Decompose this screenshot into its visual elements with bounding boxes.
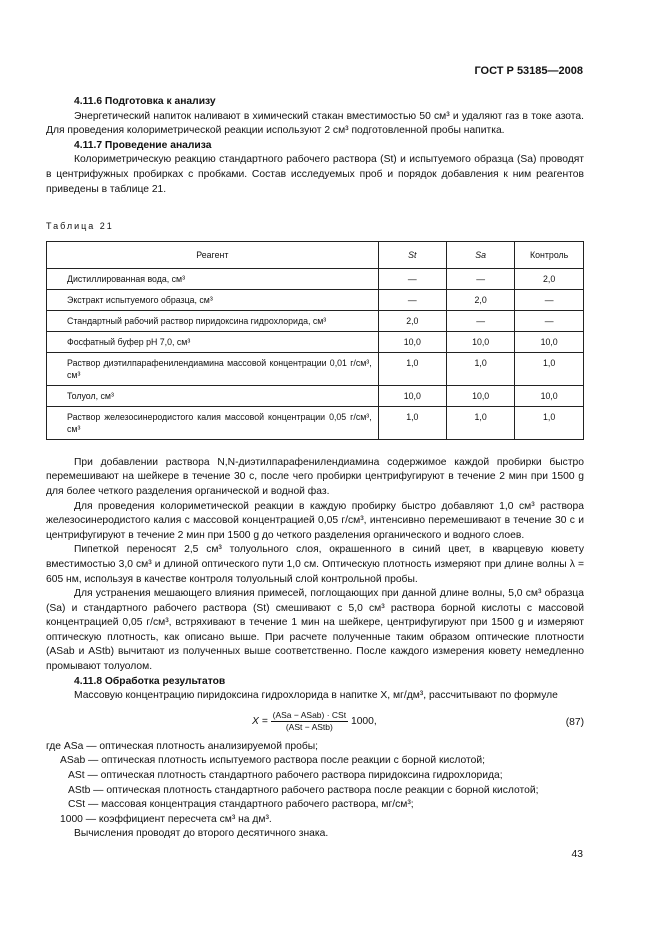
cell-control: — bbox=[515, 310, 584, 331]
formula-87 bbox=[46, 708, 584, 736]
definition-item: ASab — оптическая плотность испытуемого раствора после реакции с борной кислотой; bbox=[60, 755, 485, 767]
table-caption: Таблица 21 bbox=[46, 221, 114, 232]
cell-reagent: Стандартный рабочий раствор пиридоксина гидрохлорида, см³ bbox=[47, 310, 379, 331]
formula-lhs: X = bbox=[252, 716, 268, 728]
cell-control: — bbox=[515, 289, 584, 310]
col-header-sa: Sa bbox=[446, 241, 514, 268]
cell-st: 2,0 bbox=[378, 310, 446, 331]
cell-control: 1,0 bbox=[515, 352, 584, 385]
col-header-reagent: Реагент bbox=[47, 241, 379, 268]
table-row bbox=[47, 268, 584, 289]
cell-sa: 10,0 bbox=[446, 331, 514, 352]
paragraph: Массовую концентрацию пиридоксина гидрохлорида в напитке X, мг/дм³, рассчитывают по формуле bbox=[74, 690, 558, 702]
definition-item: где ASa — оптическая плотность анализируемой пробы; bbox=[46, 740, 319, 752]
cell-sa: — bbox=[446, 310, 514, 331]
table-row bbox=[47, 310, 584, 331]
final-paragraph: Вычисления проводят до второго десятичного знака. bbox=[74, 828, 329, 840]
page-number: 43 bbox=[571, 849, 583, 860]
col-header-control: Контроль bbox=[515, 241, 584, 268]
paragraph: Колориметрическую реакцию стандартного рабочего раствора (St) и испытуемого образца (Sa) проводят в центрифужных пробирках с пробками. Состав исследуемых проб и порядок добавления к ним реагентов приведены в таблице 21. bbox=[46, 154, 584, 195]
cell-st: 10,0 bbox=[378, 331, 446, 352]
table-row bbox=[47, 352, 584, 385]
definition-item: CSt — массовая концентрация стандартного рабочего раствора, мг/см³; bbox=[68, 799, 414, 811]
definition-item: AStb — оптическая плотность стандартного рабочего раствора после реакции с борной кислотой; bbox=[68, 784, 539, 796]
formula-number: (87) bbox=[565, 716, 584, 728]
table-header-row bbox=[47, 241, 584, 268]
formula-expression bbox=[252, 710, 377, 733]
cell-reagent: Дистиллированная вода, см³ bbox=[47, 268, 379, 289]
paragraph: При добавлении раствора N,N-диэтилпарафенилендиамина содержимое каждой пробирки быстро перемешивают на шейкере в течение 30 с, после чего пробирки центрифугируют в течение 2 мин при 1500 g для более четкого разделения органической и водной фаз. bbox=[46, 456, 584, 497]
cell-sa: 1,0 bbox=[446, 406, 514, 439]
formula-fraction bbox=[271, 710, 348, 733]
cell-st: — bbox=[378, 268, 446, 289]
cell-reagent: Раствор железосинеродистого калия массовой концентрации 0,05 г/см³, см³ bbox=[47, 406, 379, 439]
paragraph: Энергетический напиток наливают в химический стакан вместимостью 50 см³ и удаляют газ в токе азота. Для проведения колориметрической реакции используют 2 см³ подготовленной пробы напитка. bbox=[46, 110, 584, 137]
formula-denominator: (ASt − AStb) bbox=[285, 721, 333, 732]
cell-sa: 1,0 bbox=[446, 352, 514, 385]
table-row bbox=[47, 385, 584, 406]
col-header-st: St bbox=[378, 241, 446, 268]
section-title-4-11-6: 4.11.6 Подготовка к анализу bbox=[74, 96, 216, 107]
cell-reagent: Толуол, см³ bbox=[47, 385, 379, 406]
definition-item: 1000 — коэффициент пересчета см³ на дм³. bbox=[60, 813, 272, 825]
cell-control: 2,0 bbox=[515, 268, 584, 289]
cell-sa: — bbox=[446, 268, 514, 289]
main-content bbox=[46, 95, 584, 842]
cell-st: — bbox=[378, 289, 446, 310]
definition-item: ASt — оптическая плотность стандартного рабочего раствора пиридоксина гидрохлорида; bbox=[68, 770, 503, 782]
paragraph: Пипеткой переносят 2,5 см³ толуольного слоя, окрашенного в синий цвет, в кварцевую кювету вместимостью 3,0 см³ и длиной оптического пути 1,0 см. Оптическую плотность измеряют при длине волны λ = 605 нм, используя в качестве контроля толуольный слой контрольной пробы. bbox=[46, 544, 584, 585]
cell-control: 10,0 bbox=[515, 331, 584, 352]
paragraph: Для устранения мешающего влияния примесей, поглощающих при данной длине волны, 5,0 см³ образца (Sa) и стандартного рабочего раствора (St) смешивают с 5,0 см³ раствора борной кислоты с массовой концентрацией 0,05 г/см³, встряхивают в течение 1 мин на шейкере, центрифугируют при 1500 g и измеряют оптическую плотность, как описано выше. При расчете полученные таким образом оптические плотности (ASab и AStb) вычитают из полученных выше соответственно. После каждого измерения кювету немедленно промывают толуолом. bbox=[46, 588, 584, 673]
cell-reagent: Раствор диэтилпарафенилендиамина массовой концентрации 0,01 г/см³, см³ bbox=[47, 352, 379, 385]
cell-st: 1,0 bbox=[378, 406, 446, 439]
table-row bbox=[47, 331, 584, 352]
cell-st: 10,0 bbox=[378, 385, 446, 406]
cell-st: 1,0 bbox=[378, 352, 446, 385]
formula-factor: 1000, bbox=[350, 716, 377, 728]
cell-reagent: Фосфатный буфер рН 7,0, см³ bbox=[47, 331, 379, 352]
cell-control: 1,0 bbox=[515, 406, 584, 439]
cell-reagent: Экстракт испытуемого образца, см³ bbox=[47, 289, 379, 310]
cell-control: 10,0 bbox=[515, 385, 584, 406]
cell-sa: 2,0 bbox=[446, 289, 514, 310]
definitions-list bbox=[46, 740, 584, 828]
reagents-table bbox=[46, 241, 584, 440]
formula-numerator: (ASa − ASab) · CSt bbox=[272, 709, 347, 720]
cell-sa: 10,0 bbox=[446, 385, 514, 406]
table-row bbox=[47, 289, 584, 310]
section-title-4-11-7: 4.11.7 Проведение анализа bbox=[74, 139, 212, 151]
section-title-4-11-8: 4.11.8 Обработка результатов bbox=[74, 675, 226, 687]
paragraph: Для проведения колориметической реакции в каждую пробирку быстро добавляют 1,0 см³ раствора железосинеродистого калия с массовой концентрацией 0,05 г/см³, интенсивно перемешивают в течение 30 с и центрифугируют в течение 2 мин при 1500 g до четкого разделения органического и водного слоев. bbox=[46, 500, 584, 541]
document-header: ГОСТ Р 53185—2008 bbox=[474, 65, 583, 77]
table-row bbox=[47, 406, 584, 439]
